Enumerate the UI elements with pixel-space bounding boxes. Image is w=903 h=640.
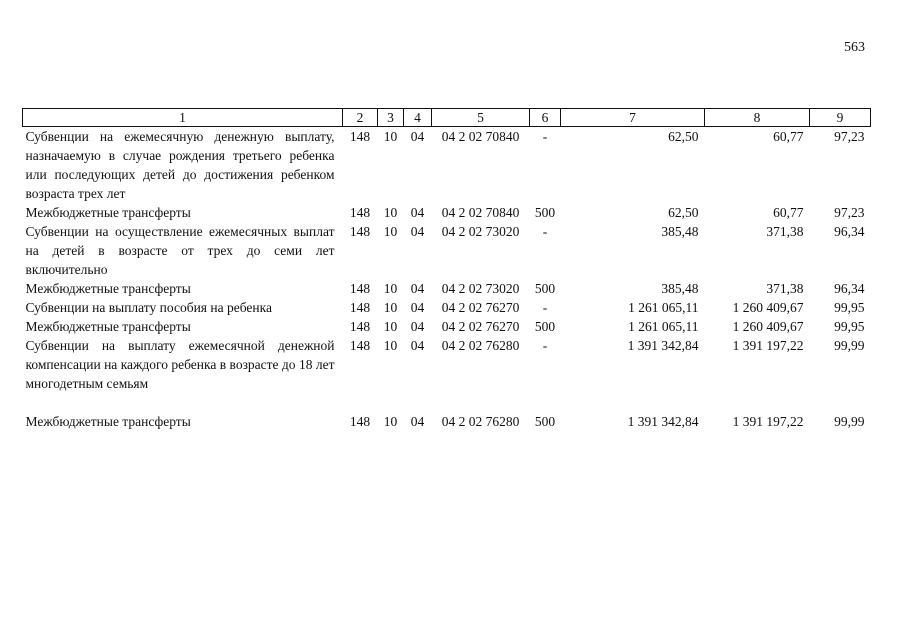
row-subsection: 04 <box>410 205 425 220</box>
row-planned: 1 261 065,11 <box>628 319 699 334</box>
row-planned: 1 261 065,11 <box>628 300 699 315</box>
row-expense-type: - <box>542 224 548 239</box>
header-cell-6: 6 <box>530 109 561 127</box>
row-target-code: 04 2 02 76280 <box>441 338 520 353</box>
row-target-code: 04 2 02 70840 <box>441 205 520 220</box>
row-target-code: 04 2 02 76270 <box>441 319 520 334</box>
row-executed: 1 391 197,22 <box>732 414 804 429</box>
row-planned: 1 391 342,84 <box>627 338 699 353</box>
row-ministry: 148 <box>349 414 371 429</box>
table-body <box>23 127 871 432</box>
row-percent: 99,95 <box>834 319 865 334</box>
row-name: Межбюджетные трансферты <box>25 205 191 220</box>
row-name: Субвенции на выплату пособия на ребенка <box>25 300 272 315</box>
row-section: 10 <box>383 205 398 220</box>
row-executed: 60,77 <box>773 205 804 220</box>
row-expense-type: 500 <box>534 319 556 334</box>
header-cell-2: 2 <box>343 109 378 127</box>
row-ministry: 148 <box>349 319 371 334</box>
header-cell-5: 5 <box>432 109 530 127</box>
header-cell-7: 7 <box>561 109 705 127</box>
row-name: Субвенции на выплату ежемесячной денежной компенсации на каждого ребенка в возрасте до 18 лет многодетным семьям <box>25 338 335 391</box>
row-section: 10 <box>383 338 398 353</box>
row-ministry: 148 <box>349 205 371 220</box>
row-executed: 60,77 <box>773 129 804 144</box>
header-cell-9: 9 <box>810 109 871 127</box>
table-row <box>23 336 871 393</box>
row-expense-type: 500 <box>534 281 556 296</box>
row-name: Межбюджетные трансферты <box>25 414 191 429</box>
row-target-code: 04 2 02 76280 <box>441 414 520 429</box>
row-ministry: 148 <box>349 224 371 239</box>
row-planned: 385,48 <box>661 281 699 296</box>
row-expense-type: 500 <box>534 414 556 429</box>
row-ministry: 148 <box>349 281 371 296</box>
row-subsection: 04 <box>410 319 425 334</box>
table-header <box>23 109 871 127</box>
budget-table <box>22 108 871 431</box>
row-planned: 62,50 <box>668 129 699 144</box>
row-expense-type: - <box>542 129 548 144</box>
table-row <box>23 298 871 317</box>
row-section: 10 <box>383 224 398 239</box>
row-expense-type: 500 <box>534 205 556 220</box>
row-ministry: 148 <box>349 300 371 315</box>
table-row <box>23 127 871 204</box>
row-executed: 1 260 409,67 <box>732 319 804 334</box>
spacer-cell <box>23 393 871 412</box>
row-target-code: 04 2 02 76270 <box>441 300 520 315</box>
row-percent: 96,34 <box>834 281 865 296</box>
table-row <box>23 222 871 279</box>
row-section: 10 <box>383 414 398 429</box>
row-percent: 99,95 <box>834 300 865 315</box>
table-row <box>23 203 871 222</box>
row-subsection: 04 <box>410 338 425 353</box>
row-percent: 97,23 <box>834 205 865 220</box>
row-percent: 99,99 <box>834 338 865 353</box>
row-subsection: 04 <box>410 281 425 296</box>
row-executed: 1 391 197,22 <box>732 338 804 353</box>
row-target-code: 04 2 02 70840 <box>441 129 520 144</box>
table-row <box>23 279 871 298</box>
row-percent: 99,99 <box>834 414 865 429</box>
spacer-row <box>23 393 871 412</box>
row-ministry: 148 <box>349 129 371 144</box>
row-percent: 96,34 <box>834 224 865 239</box>
row-planned: 1 391 342,84 <box>627 414 699 429</box>
row-executed: 371,38 <box>766 281 804 296</box>
row-percent: 97,23 <box>834 129 865 144</box>
row-ministry: 148 <box>349 338 371 353</box>
page-number: 563 <box>844 40 865 55</box>
row-section: 10 <box>383 281 398 296</box>
row-executed: 371,38 <box>766 224 804 239</box>
row-name: Межбюджетные трансферты <box>25 281 191 296</box>
row-target-code: 04 2 02 73020 <box>441 224 520 239</box>
row-subsection: 04 <box>410 300 425 315</box>
row-section: 10 <box>383 129 398 144</box>
row-executed: 1 260 409,67 <box>732 300 804 315</box>
row-subsection: 04 <box>410 224 425 239</box>
row-name: Субвенции на ежемесячную денежную выплату, назначаемую в случае рождения третьего ребенка или последующих детей до достижения ребенком возраста трех лет <box>25 129 335 201</box>
row-section: 10 <box>383 300 398 315</box>
row-target-code: 04 2 02 73020 <box>441 281 520 296</box>
row-section: 10 <box>383 319 398 334</box>
row-subsection: 04 <box>410 414 425 429</box>
header-row <box>23 109 871 127</box>
row-planned: 385,48 <box>661 224 699 239</box>
header-cell-3: 3 <box>378 109 404 127</box>
row-name: Межбюджетные трансферты <box>25 319 191 334</box>
header-cell-4: 4 <box>404 109 432 127</box>
row-planned: 62,50 <box>668 205 699 220</box>
row-subsection: 04 <box>410 129 425 144</box>
table-row <box>23 317 871 336</box>
header-cell-8: 8 <box>705 109 810 127</box>
table-row <box>23 412 871 431</box>
row-expense-type: - <box>542 338 548 353</box>
row-name: Субвенции на осуществление ежемесячных выплат на детей в возрасте от трех до семи лет включительно <box>25 224 335 277</box>
row-expense-type: - <box>542 300 548 315</box>
header-cell-1: 1 <box>23 109 343 127</box>
